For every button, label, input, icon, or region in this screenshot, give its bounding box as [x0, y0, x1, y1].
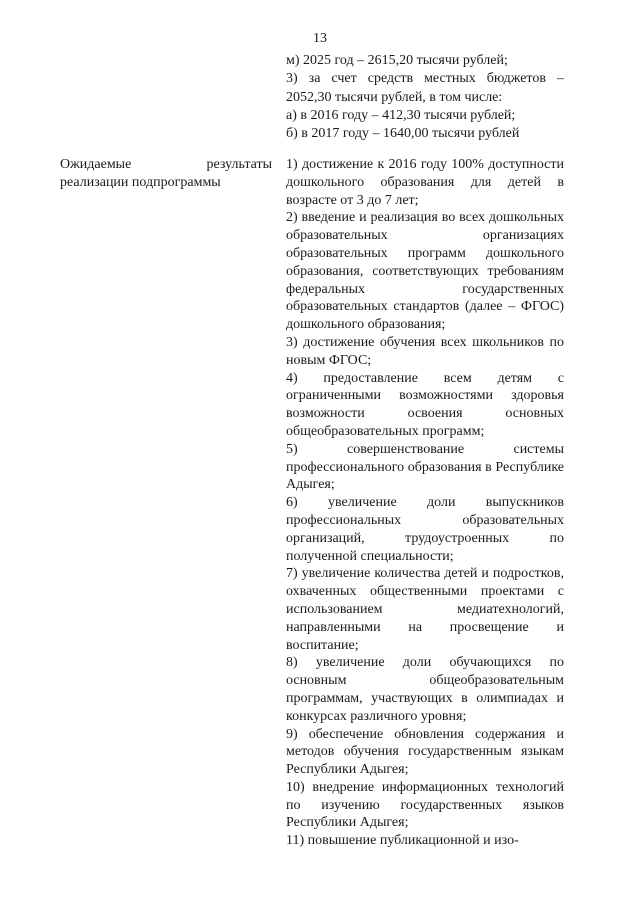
result-item: 11) повышение публикационной и изо- [286, 833, 519, 849]
result-item: 10) внедрение информационных технологий по изучению государственных языков Республики Адыгея; [286, 779, 564, 831]
page-number: 13 [313, 31, 327, 46]
results-label: Ожидаемые результаты реализации подпрограммы [60, 157, 272, 191]
result-item: 8) увеличение доли обучающихся по основным общеобразовательным программам, участвующих в олимпиадах и конкурсах различного уровня; [286, 655, 564, 724]
funding-line: б) в 2017 году – 1640,00 тысячи рублей [286, 126, 520, 142]
result-item: 4) предоставление всем детям с ограниченными возможностями здоровья возможности освоения основных общеобразовательных программ; [286, 370, 564, 439]
funding-line: м) 2025 год – 2615,20 тысячи рублей; [286, 53, 508, 68]
result-item: 5) совершенствование системы профессионального образования в Республике Адыгея; [286, 441, 564, 493]
results-list [286, 156, 564, 850]
result-item: 6) увеличение доли выпускников профессиональных образовательных организаций, трудоустроенных по полученной специальности; [286, 495, 564, 564]
result-item: 7) увеличение количества детей и подростков, охваченных общественными проектами с использованием медиатехнологий, направленными на просвещение и воспитание; [286, 566, 564, 653]
funding-line: 3) за счет средств местных бюджетов – 2052,30 тысячи рублей, в том числе: [286, 71, 564, 105]
result-item: 2) введение и реализация во всех дошкольных образовательных организациях образовательных программ дошкольного образования, соответствующих требованиям федеральных государственных образовательных стандартов (далее – ФГОС) дошкольного образования; [286, 210, 564, 333]
result-item: 1) достижение к 2016 году 100% доступности дошкольного образования для детей в возрасте от 3 до 7 лет; [286, 157, 564, 208]
result-item: 9) обеспечение обновления содержания и методов обучения государственным языкам Республики Адыгея; [286, 726, 564, 778]
result-item: 3) достижение обучения всех школьников по новым ФГОС; [286, 334, 564, 368]
funding-continuation [286, 52, 564, 143]
funding-line: а) в 2016 году – 412,30 тысячи рублей; [286, 107, 516, 123]
